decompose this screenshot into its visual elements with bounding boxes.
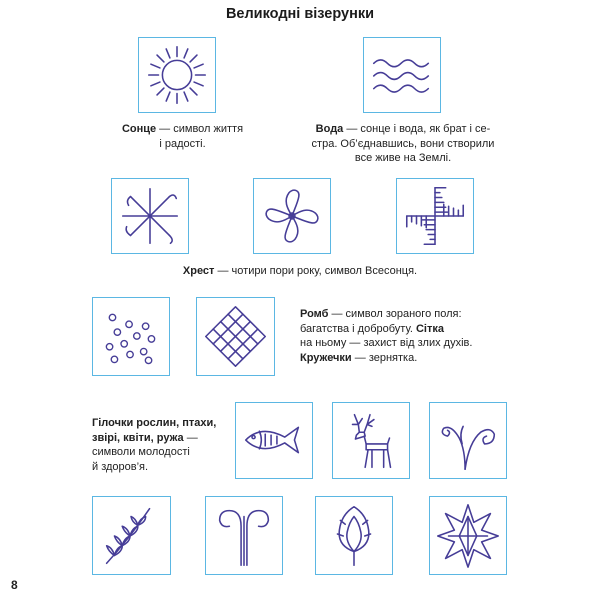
sun-description [110, 122, 255, 151]
rhomb-term: Ромб [300, 308, 329, 320]
sun-ray [194, 82, 203, 86]
cross-pattern-box-3 [396, 178, 474, 254]
leaf-flower-icon [316, 497, 392, 574]
water-text-line2: стра. Об’єднавшись, вони створили [311, 137, 495, 150]
grid-term: Сітка [415, 322, 444, 335]
sun-icon [139, 38, 215, 112]
striped-cross-icon [397, 179, 473, 253]
rhomb-text-line2: багатства і добробуту. [300, 322, 416, 335]
sun-ray [166, 49, 170, 58]
wheat-branch-icon [93, 497, 170, 574]
curl-pattern-box [429, 402, 507, 479]
page-title: Великодні візерунки [225, 6, 375, 22]
sun-ray [194, 64, 203, 68]
deer-icon [333, 403, 409, 478]
plants-line3: символи молодості [92, 446, 190, 458]
rhomb-text-line4: — зернятка. [351, 351, 418, 364]
water-term: Вода [315, 123, 344, 135]
rhomb-text-line1: — символ зораного поля: [328, 308, 462, 320]
water-text-line3: все живе на Землі. [354, 152, 452, 164]
rhomb-grid-icon [197, 298, 274, 375]
curled-tree-icon [206, 497, 282, 574]
deer-pattern-box [332, 402, 410, 479]
branch-pattern-box [92, 496, 171, 575]
sun-ray [184, 92, 188, 101]
sun-ray [190, 55, 197, 62]
tree-pattern-box [205, 496, 283, 575]
plants-line4: й здоров’я. [92, 460, 149, 473]
cross-term: Хрест [182, 265, 215, 277]
sun-text-line1: — символ життя [156, 123, 244, 135]
cross-description [0, 264, 600, 279]
fish-icon [236, 403, 312, 478]
rhomb-description [300, 307, 515, 365]
cross-text: — чотири пори року, символ Всесонця. [214, 265, 418, 277]
sun-ray [166, 92, 170, 101]
dots-pattern-box [92, 297, 170, 376]
leaf-pattern-box [315, 496, 393, 575]
star-pattern-box [429, 496, 507, 575]
fish-pattern-box [235, 402, 313, 479]
water-pattern-box [363, 37, 441, 113]
hooked-cross-icon [112, 179, 188, 253]
water-text-line1: — сонце і вода, як брат і се- [343, 123, 491, 135]
page-number: 8 [11, 578, 18, 592]
sun-ray [190, 88, 197, 95]
eight-point-star-icon [430, 497, 506, 574]
plants-description [92, 416, 232, 474]
sun-ray [184, 49, 188, 58]
sun-term: Сонце [121, 123, 157, 135]
cross-pattern-box-1 [111, 178, 189, 254]
sun-ray [157, 55, 164, 62]
swirl-cross-icon [254, 179, 330, 253]
sun-ray [157, 88, 164, 95]
rhomb-pattern-box [196, 297, 275, 376]
circles-term: Кружечки [300, 351, 352, 364]
water-description [292, 122, 514, 166]
sun-ray [151, 82, 160, 86]
plants-line2: звірі, квіти, ружа [92, 431, 184, 444]
cross-pattern-box-2 [253, 178, 331, 254]
sun-ray [151, 64, 160, 68]
plants-dash: — [183, 431, 198, 444]
sun-pattern-box [138, 37, 216, 113]
sun-text-line2: і радості. [159, 137, 206, 150]
plants-line1: Гілочки рослин, птахи, [92, 417, 217, 429]
waves-icon [364, 38, 440, 112]
circles-icon [93, 298, 169, 375]
rhomb-text-line3: на ньому — захист від злих духів. [300, 337, 473, 349]
curl-sprout-icon [430, 403, 506, 478]
